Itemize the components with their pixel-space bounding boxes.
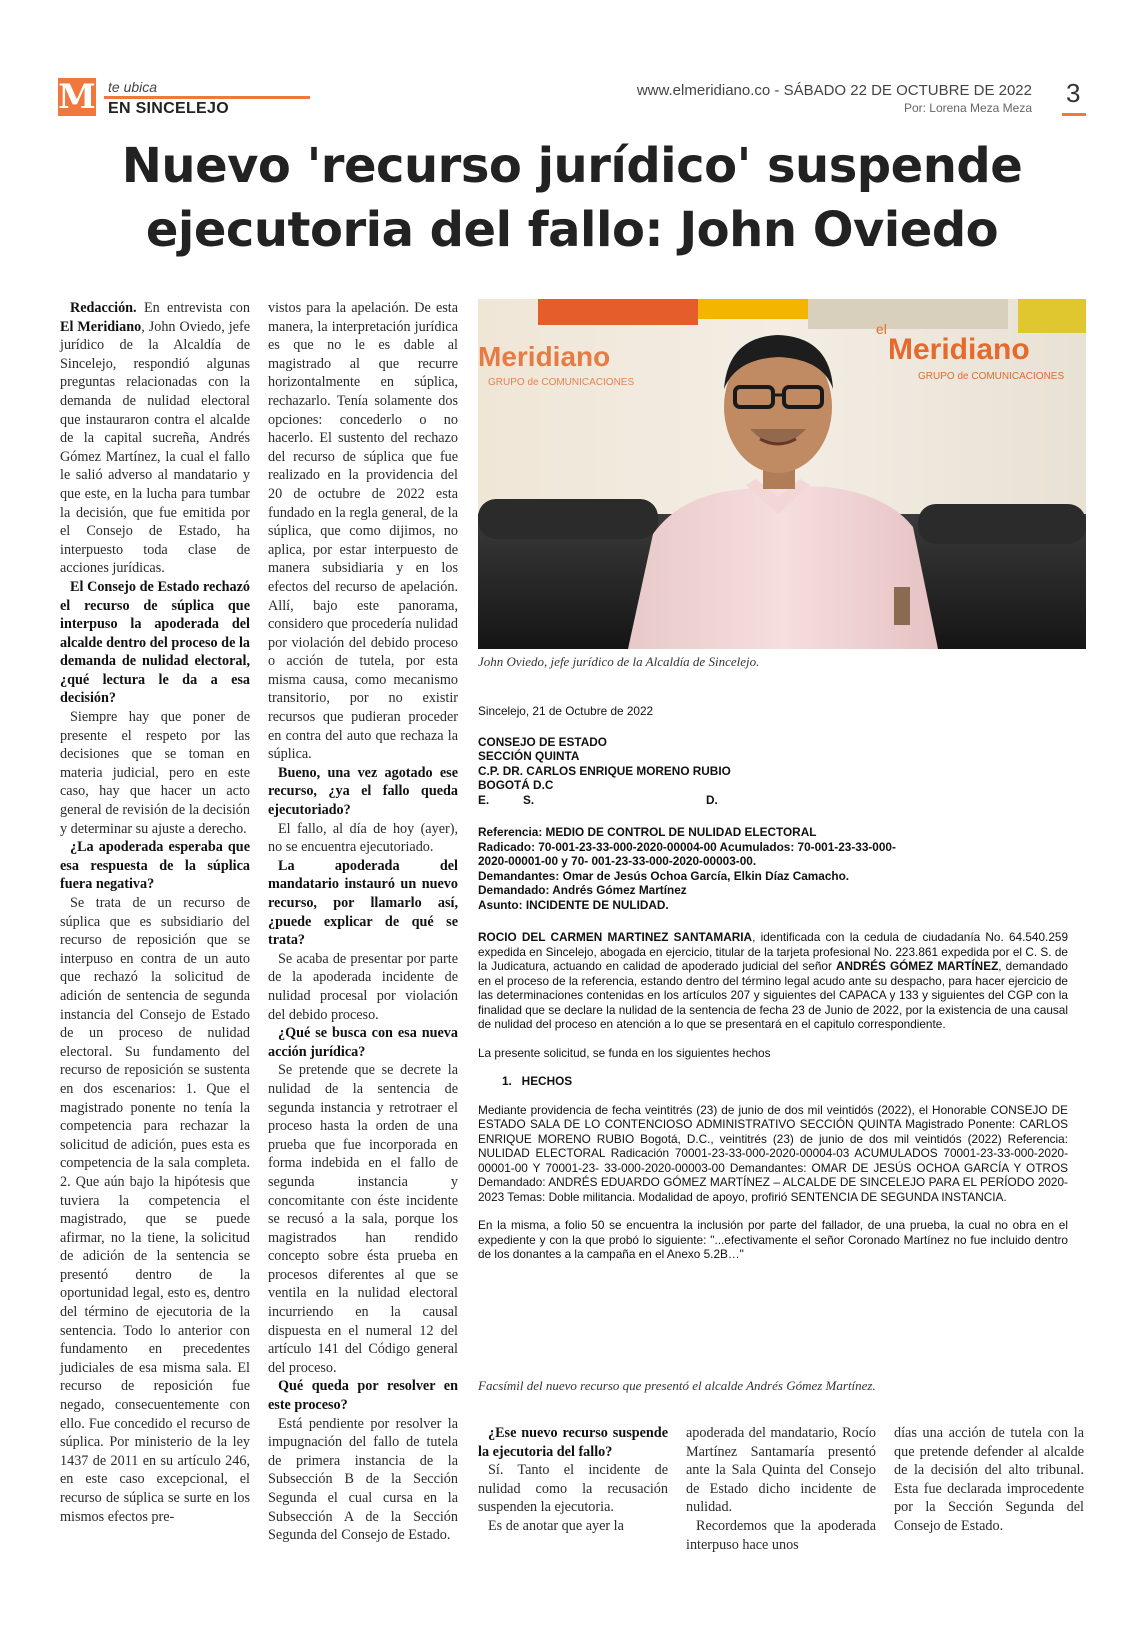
fax-body-4: En la misma, a folio 50 se encuentra la inclusión por parte del fallador, de una prueba, la cual no obra en el expediente y con la que probó lo siguiente: "...efectivamente el señor Coronado Martínez no fue incluido dentro de los donantes a la campaña en el Anexo 5.2B…" (478, 1218, 1068, 1261)
tutela-paragraph-start: Recordemos que la apoderada interpuso hace unos (686, 1517, 876, 1553)
section-tagline: te ubica (108, 79, 158, 95)
closing-paragraph-start: Es de anotar que ayer la (488, 1517, 624, 1534)
bottom-column-1 (478, 1424, 668, 1536)
article-author: Por: Lorena Meza Meza (903, 101, 1032, 115)
question-2: ¿La apoderada esperaba que esa respuesta de la súplica fuera negativa? (60, 839, 250, 893)
fax-attorney-name: ROCIO DEL CARMEN MARTINEZ SANTAMARIA (478, 930, 753, 944)
answer-4: Se acaba de presentar por parte de la apoderada incidente de nulidad procesal por violación del debido proceso. (268, 950, 458, 1023)
answer-7: Sí. Tanto el incidente de nulidad como la recusación suspenden la ejecutoria. (478, 1462, 668, 1516)
answer-1: Siempre hay que poner de presente el respeto por las decisiones que se toman en materia judicial, pero en este caso, hay que hacer un acto general de revisión de la decisión y determinar su ajuste a derecho. (60, 709, 250, 837)
closing-paragraph-cont: apoderada del mandatario, Rocío Martínez Santamaría presentó ante la Sala Quinta del Consejo de Estado dicho incidente de nulidad. (686, 1425, 876, 1516)
fax-body-2: La presente solicitud, se funda en los siguientes hechos (478, 1045, 771, 1060)
page-number-rule (1062, 113, 1086, 116)
question-1: El Consejo de Estado rechazó el recurso de súplica que interpuso la apoderada del alcalde dentro del proceso de la demanda de nulidad electoral, ¿qué lectura le da a esa decisión? (60, 578, 250, 707)
photo-brand-right: Meridiano (888, 333, 1030, 366)
fax-asunto: Asunto: INCIDENTE DE NULIDAD. (478, 897, 669, 912)
fax-esd-s: S. (523, 792, 535, 807)
fax-section-heading: 1. HECHOS (502, 1074, 573, 1088)
fax-demandado: Demandado: Andrés Gómez Martínez (478, 883, 687, 897)
fax-radicado: Radicado: 70-001-23-33-000-2020-00004-00 Acumulados: 70-001-23-33-000-2020-00001-00 y 70- 001-23-33-000-2020-00003-00. (478, 839, 896, 868)
fax-esd-d: D. (706, 792, 718, 807)
answer-2: Se trata de un recurso de súplica que es subsidiario del recurso de reposición que se interpuso en contra de un auto que rechazó la solicitud de adición de sentencia de segunda instancia del Consejo de Estado de un proceso de nulidad electoral. Su fundamento del recurso de reposición se sustenta en dos escenarios: 1. Que el magistrado ponente no tenía la competencia para rechazar la solicitud de adición, pues esta es competencia de la sala completa. 2. Que aún bajo la hipótesis que tuviera la competencia el magistrado, que se puede afirmar, no la tiene, la solicitud de adición de la sentencia se presentó dentro de la oportunidad legal, esto es, dentro del término de ejecutoria de la sentencia. Todo lo anterior con fundamento en precedentes judiciales de esa misma sala. El recurso de reposición fue negado, consecuentemente con ello. Fue concedido el recurso de súplica. Por ministerio de la ley 1437 de 2011 en su artículo 246, en este caso excepcional, el recurso de súplica se surte en los mismos efectos pre- (60, 895, 250, 1525)
question-7: ¿Ese nuevo recurso suspende la ejecutoria del fallo? (478, 1425, 668, 1460)
intro-text-b: , John Oviedo, jefe jurídico de la Alcaldía de Sincelejo, respondió algunas preguntas relacionadas con la demanda de nulidad electoral que instauraron contra el alcalde de la capital sucreña, Andrés Gómez Martínez, la cual el fallo le salió adverso al mandatario y que este, en la lucha para tumbar la decisión, que fue emitida por el Consejo de Estado, ha interpuesto toda clase de acciones jurídicas. (60, 318, 250, 577)
paper-name: El Meridiano (60, 318, 142, 335)
fax-client-name: ANDRÉS GÓMEZ MARTÍNEZ (836, 959, 999, 973)
intro-paragraph (60, 299, 250, 578)
fax-recipient-1: CONSEJO DE ESTADO (478, 734, 607, 749)
fax-body-1a: , identificada con la cedula de ciudadanía No. 64.540.259 expedida en Sincelejo, abogada en ejercicio, titular de la tarjeta profesional No. 223.861 expedida por el C. S. de la Judicatura, actuando en calidad de apoderado judicial del señor (478, 930, 1069, 973)
answer-2-continued: vistos para la apelación. De esta manera, la interpretación jurídica es que no le es dable al magistrado al que recurre horizontalmente en súplica, rechazarlo. Tenía solamente dos opciones: concederlo o no hacerlo. El sustento del rechazo del recurso de súplica que fue realizado en la providencia del 20 de octubre de 2022 esta fundado en la regla general, de la súplica, que como dijimos, no aplica, por estar interpuesto de manera subsidiaria y en los efectos del recurso de apelación. Allí, bajo este panorama, considero que procedería nulidad por violación del debido proceso o acción de tutela, por esta misma causa, como mecanismo transitorio, por no existir recursos que pudieran proceder en contra del auto que rechaza la súplica. (268, 300, 458, 763)
intro-text-a: En entrevista con (136, 300, 250, 316)
tutela-paragraph-cont: días una acción de tutela con la que pretende defender al alcalde de la decisión del alto tribunal. Esta fue declarada improcedente por la Sección Segunda del Consejo de Estado. (894, 1425, 1084, 1534)
question-4: La apoderada del mandatario instauró un nuevo recurso, por llamarlo así, ¿puede explicar de qué se trata? (268, 857, 458, 949)
byline-lead: Redacción. (70, 300, 137, 316)
answer-3: El fallo, al día de hoy (ayer), no se encuentra ejecutoriado. (268, 820, 458, 856)
newspaper-logo: M (58, 77, 96, 117)
fax-body-3: Mediante providencia de fecha veintitrés (23) de junio de dos mil veintidós (2022), el Honorable CONSEJO DE ESTADO SALA DE LO CONTENCIOSO ADMINISTRATIVO SECCIÓN QUINTA Magistrado Ponente: CARLOS ENRIQUE MORENO RUBIO Bogotá, D.C., veintitrés (23) de junio de dos mil veintidós (2022) Referencia: NULIDAD ELECTORAL Radicación 70001-23-33-000-2020-00004-03 ACUMULADOS 70001-23-33-000-2020-00001-00 Y 70001-23- 33-000-2020-00003-00 Demandantes: OMAR DE JESÚS OCHOA GARCÍA Y OTROS Demandado: ANDRÉS EDUARDO GÓMEZ MARTÍNEZ – ALCALDE DE SINCELEJO PARA EL PERÍODO 2020-2023 Temas: Doble militancia. Modalidad de apoyo, profirió SENTENCIA DE SEGUNDA INSTANCIA. (478, 1102, 1068, 1204)
photo-brand-left: Meridiano (478, 341, 611, 372)
answer-5: Se pretende que se decrete la nulidad de la sentencia de segunda instancia y retrotraer el proceso hasta la orden de una prueba que fue incorporada en forma indebida en el fallo de segunda instancia y concomitante con éste incidente se recusó a la sala, porque los magistrados han rendido concepto sobre ésta prueba en procesos diferentes al que se ventila en la nulidad electoral incurriendo en la causal dispuesta en el numeral 12 del artículo 141 del Código general del proceso. (268, 1062, 458, 1376)
facsimile-caption: Facsímil del nuevo recurso que presentó el alcalde Andrés Gómez Martínez. (478, 1378, 876, 1393)
fax-place-date: Sincelejo, 21 de Octubre de 2022 (478, 704, 654, 718)
bottom-column-3 (894, 1424, 1084, 1536)
photo-brand-left-sub: GRUPO de COMUNICACIONES (488, 377, 635, 388)
question-3: Bueno, una vez agotado ese recurso, ¿ya el fallo queda ejecutoriado? (268, 764, 458, 819)
header-rule (104, 96, 310, 99)
fax-recipient-2: SECCIÓN QUINTA (478, 749, 580, 763)
question-5: ¿Qué se busca con esa nueva acción jurídica? (268, 1025, 458, 1060)
photo-brand-right-sub: GRUPO de COMUNICACIONES (918, 371, 1065, 382)
section-name: EN SINCELEJO (108, 100, 229, 117)
interview-photo (478, 299, 1086, 649)
headline: Nuevo 'recurso jurídico' suspende ejecutoria del fallo: John Oviedo (121, 138, 1023, 258)
header-date-line: www.elmeridiano.co - SÁBADO 22 DE OCTUBRE DE 2022 (636, 82, 1032, 99)
fax-reference: Referencia: MEDIO DE CONTROL DE NULIDAD ELECTORAL (478, 825, 817, 839)
question-6: Qué queda por resolver en este proceso? (268, 1378, 458, 1414)
fax-esd-line (478, 793, 1068, 808)
fax-demandantes: Demandantes: Omar de Jesús Ochoa García, Elkin Díaz Camacho. (478, 868, 850, 883)
photo-brand-prefix: el (876, 321, 887, 337)
photo-caption: John Oviedo, jefe jurídico de la Alcaldía de Sincelejo. (478, 654, 760, 669)
answer-6: Está pendiente por resolver la impugnación del fallo de tutela de primera instancia de la Subsección B de la Sección Segunda el cual cursa en la Subsección A de la Sección Segunda del Consejo de Estado. (268, 1415, 458, 1544)
page-number: 3 (1066, 78, 1081, 108)
article-column-2 (268, 299, 458, 1545)
fax-recipient-4: BOGOTÁ D.C (478, 778, 554, 792)
fax-recipient-3: C.P. DR. CARLOS ENRIQUE MORENO RUBIO (478, 763, 731, 778)
fax-esd-e: E. (478, 792, 490, 807)
facsimile-document (478, 700, 1068, 1262)
fax-body-1 (478, 930, 1068, 1032)
fax-body-1b: , demandado en el proceso de la referencia, estando dentro del término legal acudo ante su despacho, para hacer ejercicio de las determinaciones contenidas en los artículos 207 y siguientes del CAPACA y 133 y siguientes del CGP con la finalidad que se declare la nulidad de la sentencia de fecha 23 de Junio de 2022, por la existencia de una causal de nulidad del proceso en atención a lo que se presentará en el capitulo correspondiente. (478, 959, 1068, 1031)
bottom-column-2 (686, 1424, 876, 1554)
article-column-1 (60, 299, 250, 1526)
